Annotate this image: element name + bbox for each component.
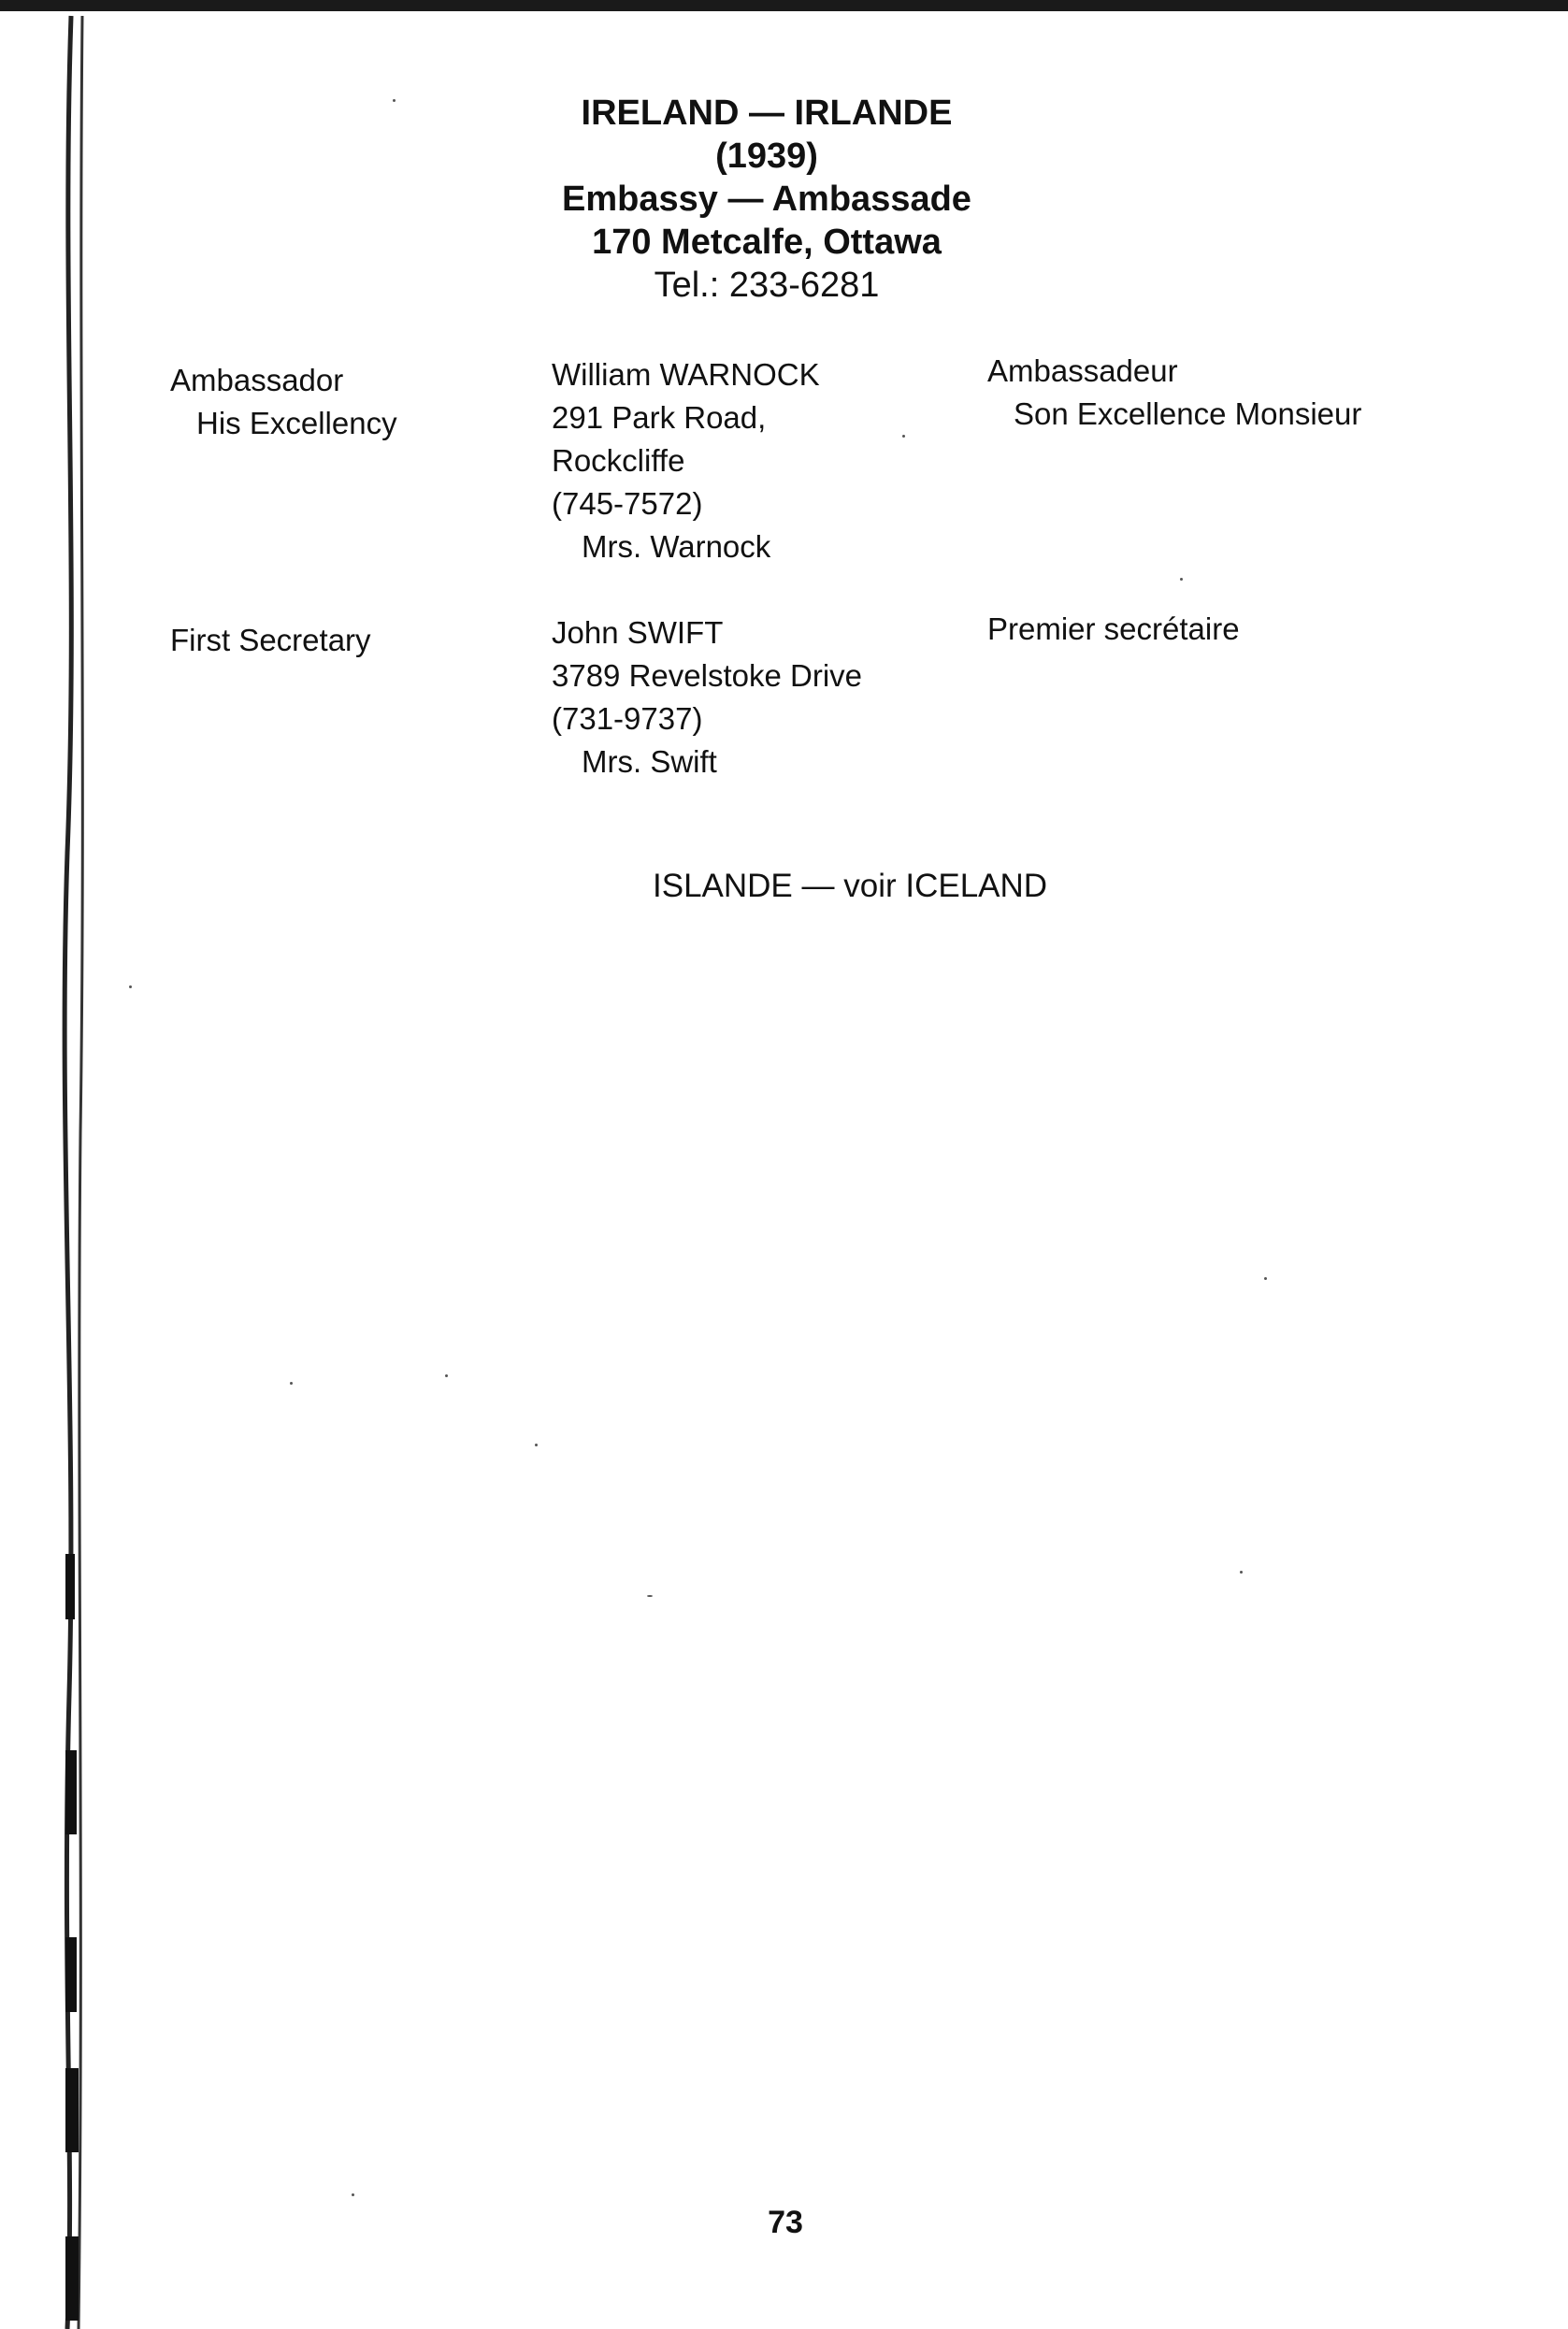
address-line: Rockcliffe: [552, 443, 685, 478]
entry-title-fr: [987, 350, 1361, 436]
scan-speck: [1240, 1571, 1243, 1574]
scan-speck: [393, 99, 396, 102]
spouse-name: Mrs. Warnock: [582, 529, 771, 564]
entry-title-fr: [987, 608, 1240, 651]
country-heading: IRELAND — IRLANDE: [581, 93, 953, 133]
office-phone: Tel.: 233-6281: [654, 266, 880, 305]
residence-phone: (731-9737): [552, 701, 703, 736]
entry-title-en: [170, 619, 371, 662]
title-en: Ambassador: [170, 363, 344, 397]
title-fr: Premier secrétaire: [987, 611, 1240, 646]
spouse-name: Mrs. Swift: [582, 744, 717, 779]
scan-speck: [535, 1444, 538, 1446]
address-line: 291 Park Road,: [552, 400, 767, 435]
scan-speck: [352, 2193, 354, 2196]
address-line: 3789 Revelstoke Drive: [552, 658, 862, 693]
office-address: 170 Metcalfe, Ottawa: [592, 223, 942, 262]
establishment-year: (1939): [715, 137, 818, 176]
scan-speck: [902, 435, 905, 438]
scan-speck: [1264, 1277, 1267, 1280]
entry-title-en: [170, 359, 397, 445]
honorific-en: His Excellency: [196, 406, 397, 440]
title-en: First Secretary: [170, 623, 371, 657]
scan-speck: [129, 985, 132, 988]
person-name: William WARNOCK: [552, 357, 820, 392]
honorific-fr: Son Excellence Monsieur: [1014, 396, 1362, 431]
scan-speck: [290, 1382, 293, 1385]
page-number: 73: [768, 2205, 803, 2240]
residence-phone: (745-7572): [552, 486, 703, 521]
embassy-header: [524, 92, 1010, 307]
entry-name-address: [552, 353, 820, 568]
person-name: John SWIFT: [552, 615, 724, 650]
scan-speck: [647, 1595, 653, 1597]
entry-name-address: [552, 611, 862, 784]
office-type: Embassy — Ambassade: [562, 180, 971, 219]
scan-speck: [1180, 578, 1183, 581]
binding-edge: [58, 11, 112, 2329]
cross-reference: ISLANDE — voir ICELAND: [653, 868, 1048, 904]
title-fr: Ambassadeur: [987, 353, 1178, 388]
scan-speck: [445, 1374, 448, 1377]
scan-top-edge: [0, 0, 1568, 11]
